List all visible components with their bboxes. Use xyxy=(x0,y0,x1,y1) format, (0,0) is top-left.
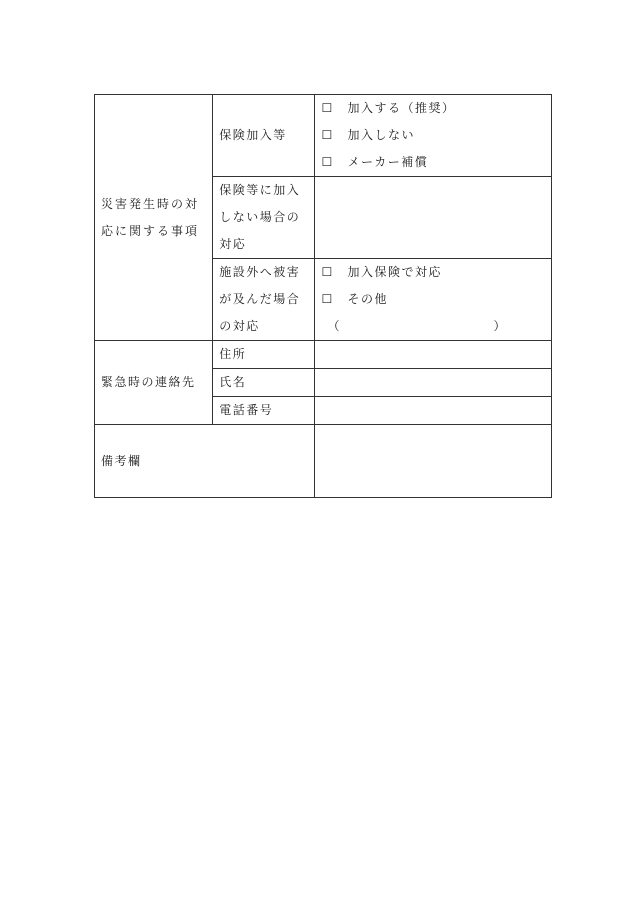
external-option-label: その他 xyxy=(347,292,388,306)
insurance-label: 保険加入等 xyxy=(213,95,315,177)
no-insurance-label xyxy=(213,177,315,259)
external-damage-label-line1: 施設外へ被害 xyxy=(219,265,301,279)
phone-label: 電話番号 xyxy=(213,397,315,425)
external-option-insurance[interactable] xyxy=(321,259,545,286)
disaster-section-label xyxy=(95,95,213,341)
no-insurance-label-line3: 対応 xyxy=(219,237,247,251)
phone-field[interactable] xyxy=(315,397,552,425)
name-field[interactable] xyxy=(315,369,552,397)
checkbox-icon[interactable]: ☐ xyxy=(321,128,334,142)
name-label: 氏名 xyxy=(213,369,315,397)
insurance-option-label: 加入しない xyxy=(347,128,415,142)
disaster-label-line2: 応に関する事項 xyxy=(101,223,200,238)
remarks-field[interactable] xyxy=(315,425,552,498)
insurance-option-join[interactable] xyxy=(321,95,545,122)
disaster-form-table xyxy=(94,94,552,498)
checkbox-icon[interactable]: ☐ xyxy=(321,292,334,306)
paren-open: （ xyxy=(327,319,341,333)
no-insurance-label-line2: しない場合の xyxy=(219,210,301,224)
insurance-option-label: メーカー補償 xyxy=(347,155,429,169)
insurance-option-not-join[interactable] xyxy=(321,122,545,149)
insurance-option-label: 加入する（推奨） xyxy=(347,101,456,115)
remarks-row xyxy=(95,425,552,498)
external-damage-options-cell xyxy=(315,259,552,341)
no-insurance-label-line1: 保険等に加入 xyxy=(219,183,301,197)
disaster-label-line1: 災害発生時の対 xyxy=(101,196,200,211)
external-damage-label-line2: が及んだ場合 xyxy=(219,292,301,306)
remarks-label: 備考欄 xyxy=(95,425,315,498)
other-details-field[interactable] xyxy=(321,313,545,340)
checkbox-icon[interactable]: ☐ xyxy=(321,101,334,115)
external-damage-label-line3: の対応 xyxy=(219,319,260,333)
address-field[interactable] xyxy=(315,341,552,369)
no-insurance-response-field[interactable] xyxy=(315,177,552,259)
checkbox-icon[interactable]: ☐ xyxy=(321,155,334,169)
external-option-label: 加入保険で対応 xyxy=(347,265,442,279)
address-label: 住所 xyxy=(213,341,315,369)
emergency-contact-label: 緊急時の連絡先 xyxy=(95,341,213,425)
checkbox-icon[interactable]: ☐ xyxy=(321,265,334,279)
paren-close: ） xyxy=(493,319,507,333)
insurance-options-cell xyxy=(315,95,552,177)
external-damage-label xyxy=(213,259,315,341)
external-option-other[interactable] xyxy=(321,286,545,313)
address-row xyxy=(95,341,552,369)
insurance-option-maker[interactable] xyxy=(321,149,545,176)
insurance-row xyxy=(95,95,552,177)
